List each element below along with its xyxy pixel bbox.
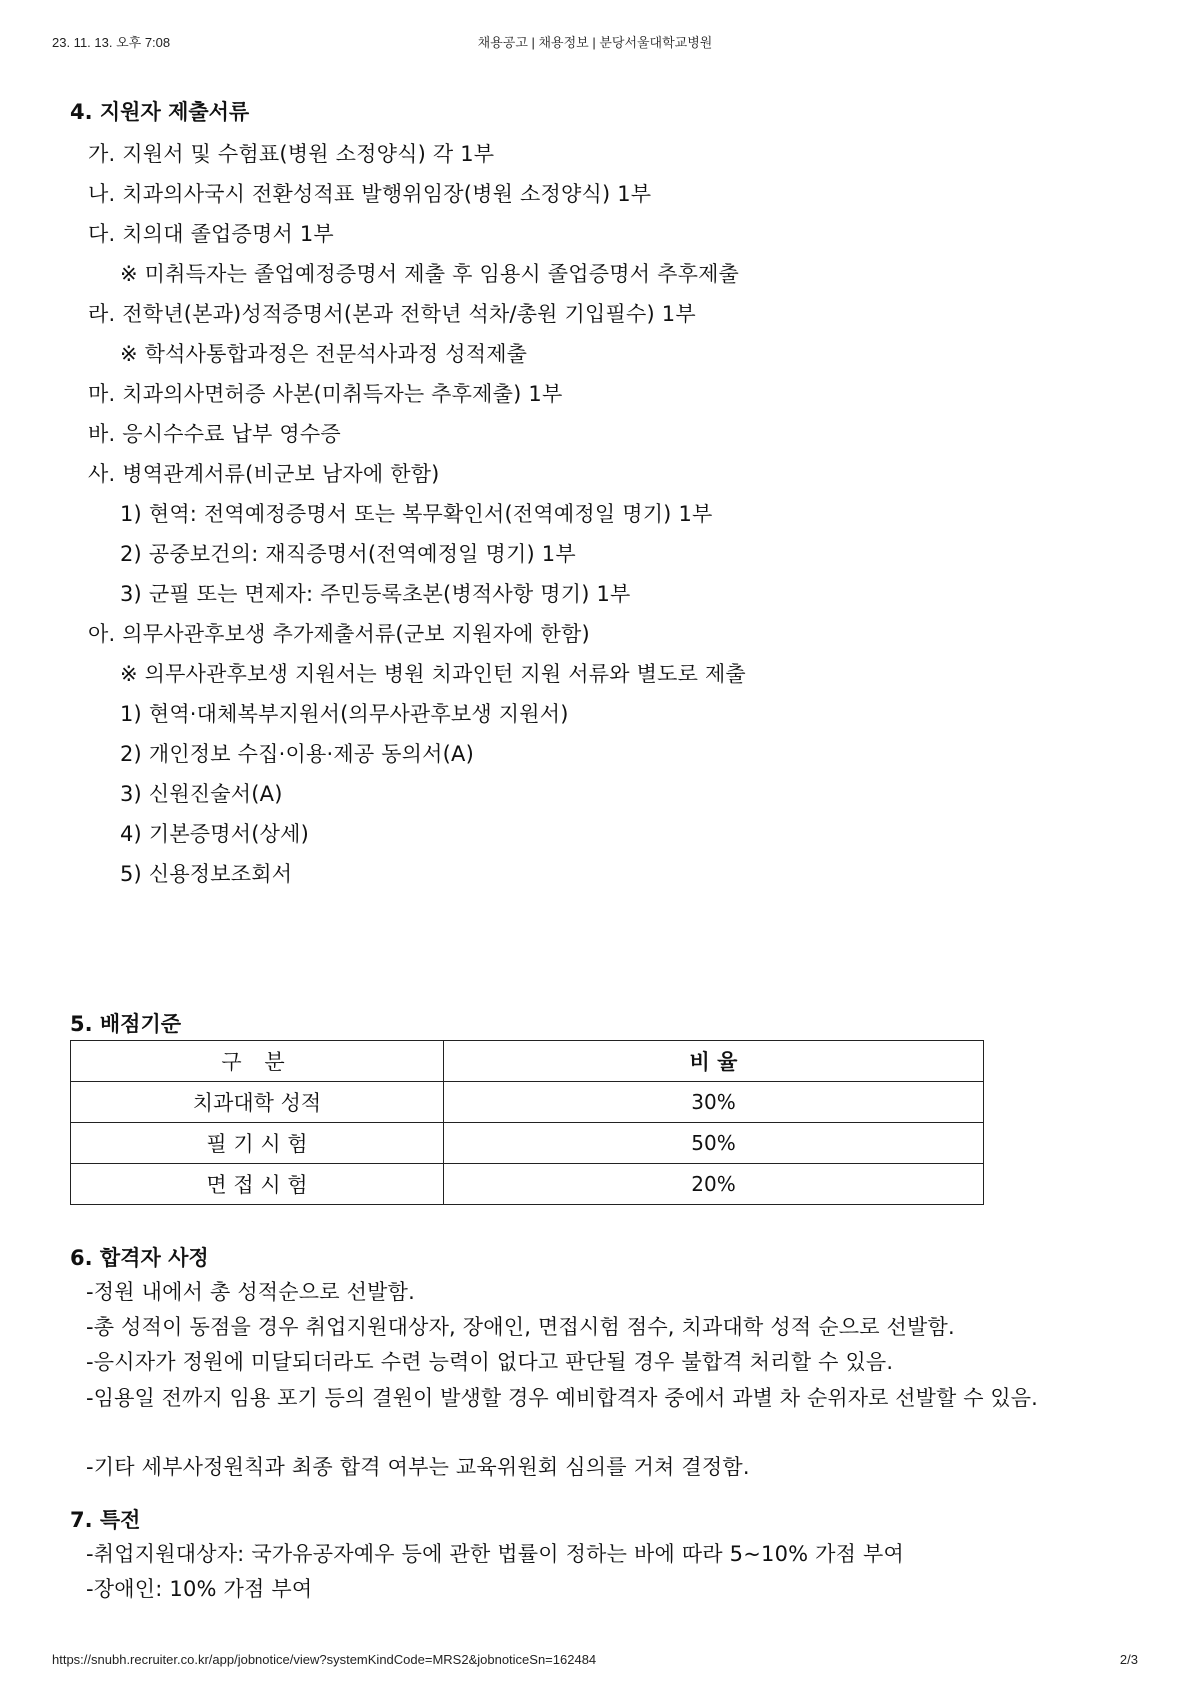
doc-subitem: 2) 개인정보 수집·이용·제공 동의서(A) — [120, 742, 474, 766]
doc-subitem: 3) 군필 또는 면제자: 주민등록초본(병적사항 명기) 1부 — [120, 582, 631, 606]
score-table — [70, 1040, 984, 1205]
doc-item: 사. 병역관계서류(비군보 남자에 한함) — [88, 462, 440, 486]
doc-note: ※ 미취득자는 졸업예정증명서 제출 후 임용시 졸업증명서 추후제출 — [120, 262, 740, 286]
section-7-title: 7. 특전 — [70, 1508, 141, 1532]
rule-line: -정원 내에서 총 성적순으로 선발함. — [86, 1280, 415, 1304]
table-header-ratio: 비 율 — [444, 1041, 984, 1082]
doc-subitem: 2) 공중보건의: 재직증명서(전역예정일 명기) 1부 — [120, 542, 576, 566]
doc-item: 나. 치과의사국시 전환성적표 발행위임장(병원 소정양식) 1부 — [88, 182, 652, 206]
table-row — [71, 1123, 984, 1164]
page-number: 2/3 — [1119, 1652, 1138, 1667]
table-header-category: 구 분 — [71, 1041, 444, 1082]
table-cell-category: 치과대학 성적 — [71, 1082, 444, 1123]
page-title: 채용공고 | 채용정보 | 분당서울대학교병원 — [477, 35, 713, 50]
table-cell-category: 필 기 시 험 — [71, 1123, 444, 1164]
doc-subitem: 1) 현역·대체복부지원서(의무사관후보생 지원서) — [120, 702, 569, 726]
doc-item: 가. 지원서 및 수험표(병원 소정양식) 각 1부 — [88, 142, 495, 166]
table-cell-ratio: 20% — [444, 1164, 984, 1205]
doc-item: 다. 치의대 졸업증명서 1부 — [88, 222, 334, 246]
doc-subitem: 3) 신원진술서(A) — [120, 782, 283, 806]
benefit-line: -장애인: 10% 가점 부여 — [86, 1577, 313, 1601]
doc-item: 라. 전학년(본과)성적증명서(본과 전학년 석차/총원 기입필수) 1부 — [88, 302, 696, 326]
table-cell-ratio: 30% — [444, 1082, 984, 1123]
section-4-title: 4. 지원자 제출서류 — [70, 100, 250, 124]
benefit-line: -취업지원대상자: 국가유공자예우 등에 관한 법률이 정하는 바에 따라 5~10% 가점 부여 — [86, 1542, 904, 1566]
doc-subitem: 4) 기본증명서(상세) — [120, 822, 310, 846]
doc-note: ※ 의무사관후보생 지원서는 병원 치과인턴 지원 서류와 별도로 제출 — [120, 662, 746, 686]
doc-item: 바. 응시수수료 납부 영수증 — [88, 422, 341, 446]
page-footer — [0, 1652, 1190, 1672]
page-header — [0, 32, 1190, 52]
print-datetime: 23. 11. 13. 오후 7:08 — [52, 35, 171, 50]
doc-subitem: 1) 현역: 전역예정증명서 또는 복무확인서(전역예정일 명기) 1부 — [120, 502, 713, 526]
table-row — [71, 1082, 984, 1123]
table-header-row — [71, 1041, 984, 1082]
section-6-title: 6. 합격자 사정 — [70, 1246, 209, 1270]
rule-line: -응시자가 정원에 미달되더라도 수련 능력이 없다고 판단될 경우 불합격 처리할 수 있음. — [86, 1350, 894, 1374]
rule-line: -총 성적이 동점을 경우 취업지원대상자, 장애인, 면접시험 점수, 치과대학 성적 순으로 선발함. — [86, 1315, 955, 1339]
rule-line: -임용일 전까지 임용 포기 등의 결원이 발생할 경우 예비합격자 중에서 과별 차 순위자로 선발할 수 있음. — [86, 1386, 1038, 1410]
doc-subitem: 5) 신용정보조회서 — [120, 862, 293, 886]
doc-note: ※ 학석사통합과정은 전문석사과정 성적제출 — [120, 342, 528, 366]
rule-line: -기타 세부사정원칙과 최종 합격 여부는 교육위원회 심의를 거쳐 결정함. — [86, 1455, 750, 1479]
table-row — [71, 1164, 984, 1205]
doc-item: 마. 치과의사면허증 사본(미취득자는 추후제출) 1부 — [88, 382, 563, 406]
doc-item: 아. 의무사관후보생 추가제출서류(군보 지원자에 한함) — [88, 622, 590, 646]
table-cell-ratio: 50% — [444, 1123, 984, 1164]
section-5-title: 5. 배점기준 — [70, 1012, 182, 1036]
table-cell-category: 면 접 시 험 — [71, 1164, 444, 1205]
footer-url: https://snubh.recruiter.co.kr/app/jobnotice/view?systemKindCode=MRS2&jobnoticeSn=162484 — [52, 1652, 597, 1667]
